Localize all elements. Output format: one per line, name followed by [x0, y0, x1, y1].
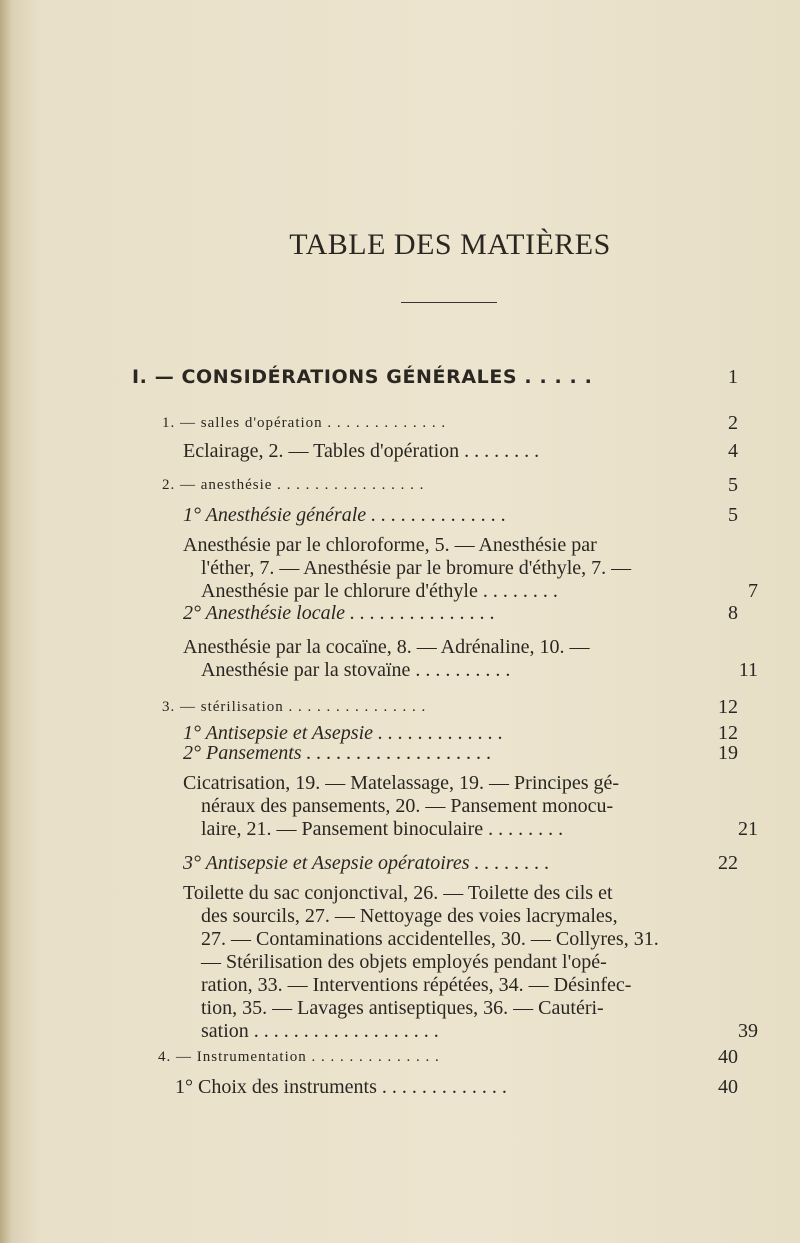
toc-entry-page: 8: [728, 602, 738, 624]
toc-entry-text: 1° Choix des instruments . . . . . . . . . . . . .: [175, 1076, 507, 1098]
toc-entry-text: Eclairage, 2. — Tables d'opération . . . . . . . .: [183, 440, 540, 462]
toc-entry-line: sation . . . . . . . . . . . . . . . . . . .: [201, 1020, 439, 1042]
toc-entry-line: Anesthésie par le chlorure d'éthyle . . . . . . . .: [201, 580, 558, 602]
toc-entry-section-1: [0, 366, 800, 396]
toc-entry-page: 40: [718, 1076, 738, 1098]
toc-entry-chapter-2: [0, 474, 800, 504]
toc-entry-text: 1° Antisepsie et Asepsie . . . . . . . . . . . . .: [183, 722, 504, 744]
toc-entry: [0, 440, 800, 470]
toc-entry-page: 1: [728, 366, 738, 388]
page-title: TABLE DES MATIÈRES: [289, 228, 611, 261]
toc-entry-paragraph: [183, 882, 758, 1043]
toc-entry-text: 2° Anesthésie locale . . . . . . . . . . . . . . .: [183, 602, 496, 624]
toc-entry-line: ration, 33. — Interventions répétées, 34. — Désinfec-: [201, 974, 632, 996]
toc-entry-page: 40: [718, 1046, 738, 1068]
toc-entry-text: 2. — anesthésie . . . . . . . . . . . . . . . .: [162, 477, 425, 493]
toc-entry-line: 27. — Contaminations accidentelles, 30. — Collyres, 31.: [201, 928, 659, 950]
toc-entry-page: 11: [738, 659, 758, 681]
toc-entry-line: Anesthésie par le chloroforme, 5. — Anesthésie par: [183, 534, 597, 556]
toc-entry-paragraph: [183, 534, 758, 603]
toc-entry-line: — Stérilisation des objets employés pendant l'opé-: [201, 951, 607, 973]
toc-entry: [0, 1076, 800, 1106]
toc-entry-line: Anesthésie par la cocaïne, 8. — Adrénaline, 10. —: [183, 636, 590, 658]
toc-entry-line: Anesthésie par la stovaïne . . . . . . . . . .: [201, 659, 511, 681]
toc-entry-text: 2° Pansements . . . . . . . . . . . . . . . . . . .: [183, 742, 492, 764]
toc-entry-page: 39: [738, 1020, 758, 1042]
toc-entry-line: l'éther, 7. — Anesthésie par le bromure d'éthyle, 7. —: [201, 557, 632, 579]
toc-entry-page: 4: [728, 440, 738, 462]
toc-entry-page: 5: [728, 474, 738, 496]
toc-entry-line: laire, 21. — Pansement binoculaire . . . . . . . .: [201, 818, 564, 840]
toc-entry-chapter-4: [0, 1046, 800, 1076]
toc-entry-line: Cicatrisation, 19. — Matelassage, 19. — Principes gé-: [183, 772, 620, 794]
toc-entry-chapter-1: [0, 412, 800, 442]
toc-entry-paragraph: [183, 772, 758, 841]
toc-entry-line: néraux des pansements, 20. — Pansement monocu-: [201, 795, 614, 817]
toc-entry-subsection: [0, 852, 800, 882]
toc-entry-text: I. — CONSIDÉRATIONS GÉNÉRALES . . . . .: [132, 366, 593, 388]
toc-entry-text: 3° Antisepsie et Asepsie opératoires . . . . . . . .: [183, 852, 550, 874]
toc-entry-page: 2: [728, 412, 738, 434]
toc-entry-text: 1° Anesthésie générale . . . . . . . . . . . . . .: [183, 504, 507, 526]
toc-entry-page: 19: [718, 742, 738, 764]
toc-entry-page: 22: [718, 852, 738, 874]
title-rule: [401, 302, 497, 303]
toc-entry-line: des sourcils, 27. — Nettoyage des voies lacrymales,: [201, 905, 618, 927]
toc-entry-text: 1. — salles d'opération . . . . . . . . . . . . .: [162, 415, 447, 431]
toc-entry-page: 12: [718, 722, 738, 744]
toc-entry-page: 7: [748, 580, 758, 602]
toc-entry-subsection: [0, 504, 800, 534]
toc-entry-line: tion, 35. — Lavages antiseptiques, 36. — Cautéri-: [201, 997, 604, 1019]
toc-entry-text: 4. — Instrumentation . . . . . . . . . . . . . .: [158, 1049, 440, 1065]
toc-entry-page: 21: [738, 818, 758, 840]
toc-entry-subsection: [0, 742, 800, 772]
toc-entry-subsection: [0, 602, 800, 632]
toc-entry-text: 3. — stérilisation . . . . . . . . . . . . . . .: [162, 699, 427, 715]
toc-entry-line: Toilette du sac conjonctival, 26. — Toilette des cils et: [183, 882, 613, 904]
toc-entry-paragraph: [183, 636, 758, 682]
toc-entry-page: 12: [718, 696, 738, 718]
toc-entry-page: 5: [728, 504, 738, 526]
